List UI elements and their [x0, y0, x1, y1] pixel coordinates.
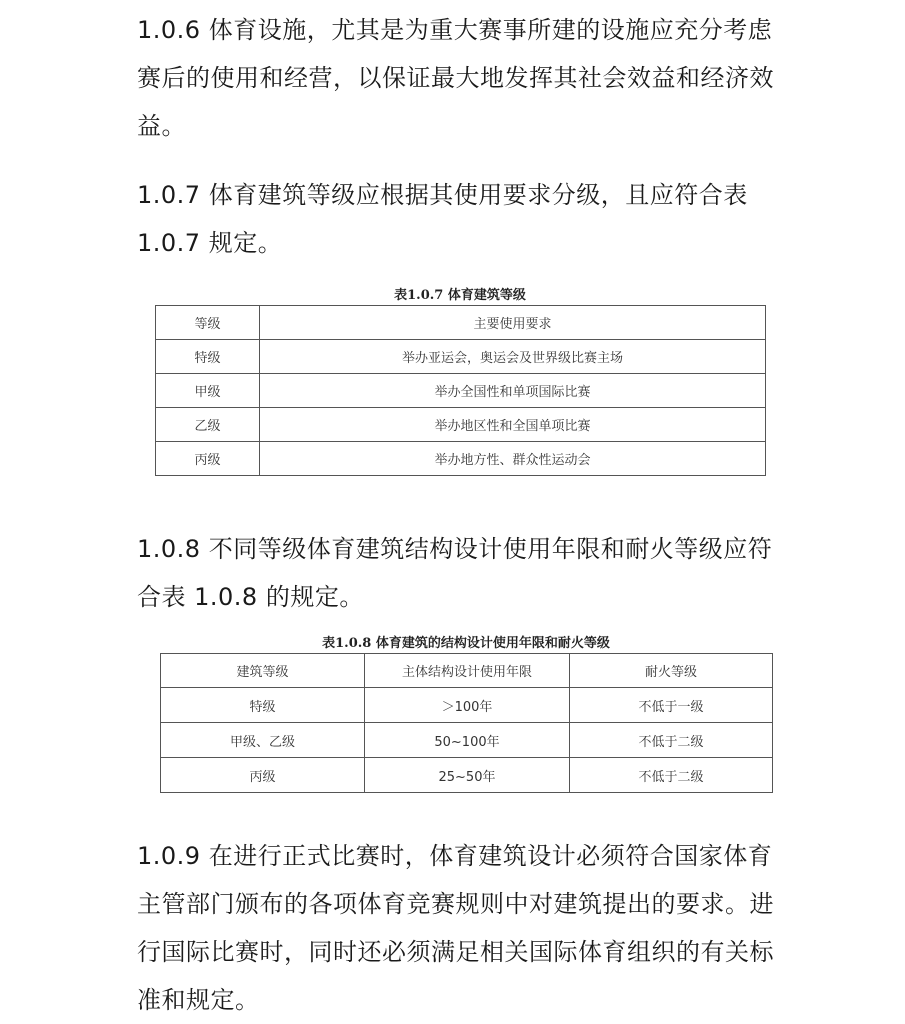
paragraph-1-0-6: 1.0.6 体育设施，尤其是为重大赛事所建的设施应充分考虑赛后的使用和经营，以保证最大地发挥其社会效益和经济效益。 — [137, 16, 774, 140]
table-row — [161, 758, 773, 793]
table-cell: 举办亚运会，奥运会及世界级比赛主场 — [260, 340, 766, 374]
table-cell: 特级 — [161, 688, 365, 723]
table-header-row — [161, 654, 773, 688]
table-cell: 特级 — [156, 340, 260, 374]
table-1-0-8 — [160, 653, 773, 793]
table-cell: 甲级 — [156, 374, 260, 408]
paragraph-1-0-7: 1.0.7 体育建筑等级应根据其使用要求分级，且应符合表 1.0.7 规定。 — [137, 181, 748, 257]
paragraph-1-0-9: 1.0.9 在进行正式比赛时，体育建筑设计必须符合国家体育主管部门颁布的各项体育竞赛规则中对建筑提出的要求。进行国际比赛时，同时还必须满足相关国际体育组织的有关标准和规定。 — [137, 842, 774, 1014]
table-cell: 不低于二级 — [570, 723, 773, 758]
table-row — [156, 442, 766, 476]
table-row — [156, 408, 766, 442]
table-cell: 50~100年 — [365, 723, 570, 758]
table-row — [161, 688, 773, 723]
table-row — [156, 374, 766, 408]
table-cell: 举办地区性和全国单项比赛 — [260, 408, 766, 442]
table-1-0-7 — [155, 305, 766, 476]
table-cell: 乙级 — [156, 408, 260, 442]
table-cell: 25~50年 — [365, 758, 570, 793]
header-cell: 建筑等级 — [161, 654, 365, 688]
table-1-0-8-caption: 表1.0.8 体育建筑的结构设计使用年限和耐火等级 — [322, 636, 610, 651]
table-cell: 丙级 — [156, 442, 260, 476]
table-cell: 丙级 — [161, 758, 365, 793]
table-header-row — [156, 306, 766, 340]
table-row — [156, 340, 766, 374]
table-cell: ＞100年 — [365, 688, 570, 723]
header-cell: 主体结构设计使用年限 — [365, 654, 570, 688]
table-cell: 甲级、乙级 — [161, 723, 365, 758]
table-cell: 不低于二级 — [570, 758, 773, 793]
table-cell: 举办地方性、群众性运动会 — [260, 442, 766, 476]
header-cell: 耐火等级 — [570, 654, 773, 688]
table-1-0-7-caption: 表1.0.7 体育建筑等级 — [394, 288, 526, 303]
table-cell: 举办全国性和单项国际比赛 — [260, 374, 766, 408]
header-cell: 主要使用要求 — [260, 306, 766, 340]
table-cell: 不低于一级 — [570, 688, 773, 723]
table-row — [161, 723, 773, 758]
header-cell: 等级 — [156, 306, 260, 340]
paragraph-1-0-8: 1.0.8 不同等级体育建筑结构设计使用年限和耐火等级应符合表 1.0.8 的规定。 — [137, 535, 773, 611]
